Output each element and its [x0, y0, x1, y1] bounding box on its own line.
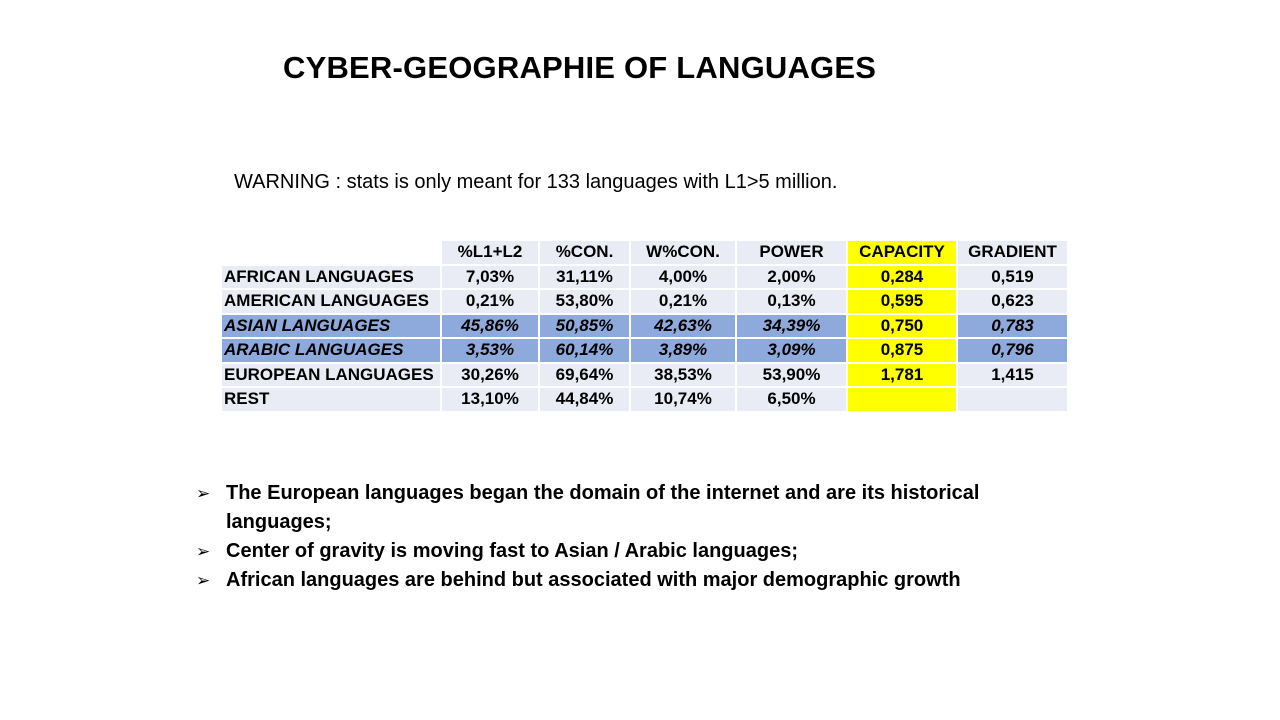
arrowhead-bullet-icon: ➢ — [196, 484, 211, 503]
cell-w-con: 10,74% — [631, 388, 735, 411]
header-l1-l2: %L1+L2 — [442, 241, 538, 264]
table-row-american — [222, 290, 1067, 313]
table-row-european — [222, 364, 1067, 387]
header-power: POWER — [737, 241, 846, 264]
row-label: REST — [222, 388, 440, 411]
cell-con: 60,14% — [540, 339, 629, 362]
cell-gradient: 0,783 — [958, 315, 1067, 338]
cell-capacity: 0,595 — [848, 290, 956, 313]
list-item — [196, 537, 1056, 566]
cell-power: 34,39% — [737, 315, 846, 338]
header-con: %CON. — [540, 241, 629, 264]
cell-l1-l2: 3,53% — [442, 339, 538, 362]
header-gradient: GRADIENT — [958, 241, 1067, 264]
row-label: ASIAN LANGUAGES — [222, 315, 440, 338]
cell-power: 53,90% — [737, 364, 846, 387]
cell-l1-l2: 7,03% — [442, 266, 538, 289]
cell-con: 31,11% — [540, 266, 629, 289]
table-row-african — [222, 266, 1067, 289]
key-points-list — [196, 479, 1056, 595]
cell-w-con: 0,21% — [631, 290, 735, 313]
cell-capacity: 0,284 — [848, 266, 956, 289]
list-item — [196, 566, 1056, 595]
header-capacity: CAPACITY — [848, 241, 956, 264]
cell-l1-l2: 45,86% — [442, 315, 538, 338]
bullet-text: The European languages began the domain of the internet and are its historical languages; — [226, 482, 980, 533]
cell-l1-l2: 13,10% — [442, 388, 538, 411]
cell-capacity: 0,750 — [848, 315, 956, 338]
cell-con: 44,84% — [540, 388, 629, 411]
cell-power: 3,09% — [737, 339, 846, 362]
cell-w-con: 38,53% — [631, 364, 735, 387]
arrowhead-bullet-icon: ➢ — [196, 571, 211, 590]
cell-con: 50,85% — [540, 315, 629, 338]
cell-con: 53,80% — [540, 290, 629, 313]
language-stats-table — [220, 239, 1069, 413]
arrowhead-bullet-icon: ➢ — [196, 542, 211, 561]
cell-power: 6,50% — [737, 388, 846, 411]
cell-capacity: 1,781 — [848, 364, 956, 387]
cell-con: 69,64% — [540, 364, 629, 387]
row-label: AMERICAN LANGUAGES — [222, 290, 440, 313]
cell-gradient: 0,623 — [958, 290, 1067, 313]
table-row-rest — [222, 388, 1067, 411]
row-label: ARABIC LANGUAGES — [222, 339, 440, 362]
cell-capacity — [848, 388, 956, 411]
bullet-text: Center of gravity is moving fast to Asian / Arabic languages; — [226, 540, 798, 562]
cell-power: 2,00% — [737, 266, 846, 289]
table-row-arabic — [222, 339, 1067, 362]
warning-note: WARNING : stats is only meant for 133 languages with L1>5 million. — [234, 171, 838, 193]
table-row-asian — [222, 315, 1067, 338]
cell-w-con: 42,63% — [631, 315, 735, 338]
cell-power: 0,13% — [737, 290, 846, 313]
cell-gradient: 1,415 — [958, 364, 1067, 387]
row-label: EUROPEAN LANGUAGES — [222, 364, 440, 387]
table-header-row — [222, 241, 1067, 264]
cell-gradient: 0,796 — [958, 339, 1067, 362]
header-empty-cell — [222, 241, 440, 264]
bullet-text: African languages are behind but associated with major demographic growth — [226, 569, 961, 591]
cell-l1-l2: 30,26% — [442, 364, 538, 387]
slide-title: CYBER-GEOGRAPHIE OF LANGUAGES — [283, 50, 877, 85]
cell-gradient: 0,519 — [958, 266, 1067, 289]
cell-l1-l2: 0,21% — [442, 290, 538, 313]
cell-gradient — [958, 388, 1067, 411]
cell-w-con: 4,00% — [631, 266, 735, 289]
row-label: AFRICAN LANGUAGES — [222, 266, 440, 289]
header-w-con: W%CON. — [631, 241, 735, 264]
cell-capacity: 0,875 — [848, 339, 956, 362]
cell-w-con: 3,89% — [631, 339, 735, 362]
list-item — [196, 479, 1056, 537]
